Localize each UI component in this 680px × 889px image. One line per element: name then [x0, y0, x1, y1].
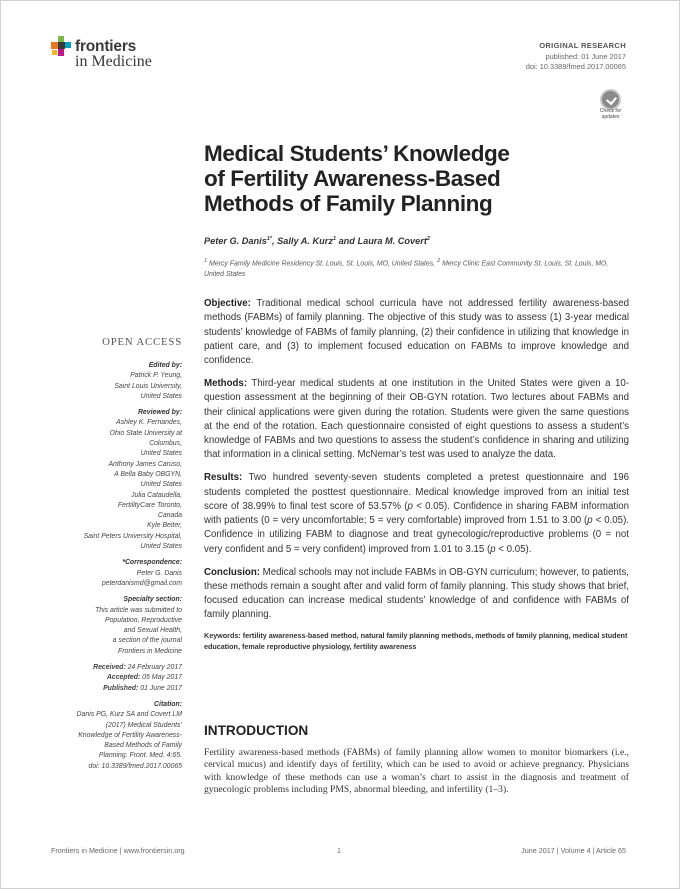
author-name[interactable]: Sally A. Kurz — [277, 236, 333, 247]
published-date: published: 01 June 2017 — [545, 52, 626, 61]
correspondence-label: *Correspondence: — [122, 559, 182, 567]
doi-link[interactable]: doi: 10.3389/fmed.2017.00065 — [525, 62, 626, 71]
accepted-date: Accepted: 05 May 2017 — [106, 674, 182, 682]
footer-journal-link[interactable]: Frontiers in Medicine | www.frontiersin.org — [51, 846, 185, 855]
reviewer-info: Ashley K. Fernandes, Ohio State University at Columbus, United States Anthony James Caruso, A Bella Baby OBGYN, United States Julia Cataudella, FertilityCare Toronto, Canada Kyle Beiter, Saint Peters University Hospital, United States — [83, 419, 182, 551]
author-name[interactable]: Laura M. Covert — [357, 236, 427, 247]
abstract — [204, 297, 629, 652]
article-type-label: ORIGINAL RESEARCH — [539, 41, 626, 50]
article-info-sidebar — [52, 361, 182, 772]
article-title — [204, 141, 624, 216]
specialty-section-info: This article was submitted to Population, Reproductive and Sexual Health, a section of the journal Frontiers in Medicine — [95, 606, 182, 655]
title-line: of Fertility Awareness-Based — [204, 166, 501, 191]
frontiers-logo[interactable] — [51, 34, 171, 74]
edited-by-label: Edited by: — [148, 362, 182, 369]
abstract-objective: Objective: Traditional medical school curricula have not addressed fertility awareness-based methods (FABMs) of family planning. The objective of this study was to assess (1) 3-year medical students’ knowledge of FABMs of family planning, (2) their confidence in utilizing that knowledge in patient care, and (3) to implement focused education on FABMs to improve knowledge and confidence. — [204, 298, 629, 367]
abstract-results: Results: Two hundred seventy-seven students completed a pretest questionnaire and 196 students completed the posttest questionnaire. Medical knowledge improved from an initial test score of 38.99% to final test score of 53.57% (p < 0.05). Confidence in sharing FABM information with patients (0 = very uncomfortable; 5 = very comfortable) improved from 1.51 to 3.00 (p < 0.05). Confidence in utilizing FABM to diagnose and treat gynecologic/reproductive problems (0 = not very confident and 5 = very confident) improved from 1.01 to 3.15 (p < 0.05). — [204, 472, 630, 555]
open-access-label: OPEN ACCESS — [102, 336, 182, 348]
abstract-methods: Methods: Third-year medical students at one institution in the United States were given a 10-question assessment at the beginning of their OB-GYN rotation. Two lectures about FABMs and their clinical applications were given during the rotation. Students were given the same questions at the end of the rotation. Each questionnaire consisted of eight questions to assess a student’s knowledge of FABMs and two questions to assess the student’s confidence in sharing and utilizing that information in a clinical setting. McNemar’s test was used to analyze the data. — [204, 377, 629, 461]
citation-label: Citation: — [154, 700, 182, 708]
correspondence-email[interactable]: peterdanismd@gmail.com — [101, 579, 182, 587]
check-for-updates-text: Check for updates — [599, 108, 622, 120]
author-name[interactable]: Peter G. Danis — [204, 236, 267, 247]
reviewed-by-label: Reviewed by: — [137, 409, 182, 417]
abstract-conclusion: Conclusion: Medical schools may not include FABMs in OB-GYN curriculum; however, to patients, these methods remain a sought after and valid form of family planning. This study shows that brief, focused education can increase medical students’ knowledge of and confidence with FABMs of family planning. — [204, 566, 629, 621]
author-list: Peter G. Danis$^{1*}$, Sally A. Kurz$^1$ and Laura M. Covert$^2$ — [204, 236, 430, 247]
introduction-heading: INTRODUCTION — [204, 723, 309, 738]
frontiers-logo-icon — [51, 36, 73, 58]
title-line: Methods of Family Planning — [204, 191, 493, 216]
specialty-section-label: Specialty section: — [123, 596, 182, 604]
footer-issue-info: June 2017 | Volume 4 | Article 65 — [521, 846, 626, 855]
citation-info: Danis PG, Kurz SA and Covert LM (2017) Medical Students’ Knowledge of Fertility Awareness- Based Methods of Family Planning. Front. Med. 4:65. doi: 10.3389/fmed.2017.00065 — [76, 711, 182, 770]
check-for-updates-badge[interactable] — [593, 89, 628, 119]
correspondence-info: Peter G. Danis peterdanismd@gmail.com — [52, 569, 182, 590]
title-line: Medical Students’ Knowledge — [204, 141, 510, 166]
check-mark-icon — [600, 89, 621, 110]
affiliations: $^1$ Mercy Family Medicine Residency St. Louis, St. Louis, MO, United States, $^2$ Mercy Clinic East Community St. Louis, St. Louis, MO, United States — [204, 258, 609, 278]
logo-word-frontiers: frontiers — [75, 38, 137, 55]
page-number: 1 — [337, 846, 341, 855]
published-date-sidebar: Published: 01 June 2017 — [103, 684, 182, 692]
logo-word-journal: in Medicine — [75, 53, 152, 70]
received-date: Received: 24 February 2017 — [93, 664, 182, 672]
editor-info: Patrick P. Yeung, Saint Louis University, United States — [114, 372, 182, 400]
keywords: Keywords: fertility awareness-based method, natural family planning methods, methods of family planning, medical student education, female reproductive physiology, fertility awareness — [204, 631, 628, 651]
introduction-body: Fertility awareness-based methods (FABMs) of family planning allow women to monitor biomarkers (i.e., cervical mucus) and identify days of fertility, which can be used to avoid or achieve pregnancy. Physicians with knowledge of these methods can use a woman’s chart to assist in the diagnosis and treatment of gynecologic problems including PMS, abnormal bleeding, and infertility (1–3). — [204, 747, 629, 795]
